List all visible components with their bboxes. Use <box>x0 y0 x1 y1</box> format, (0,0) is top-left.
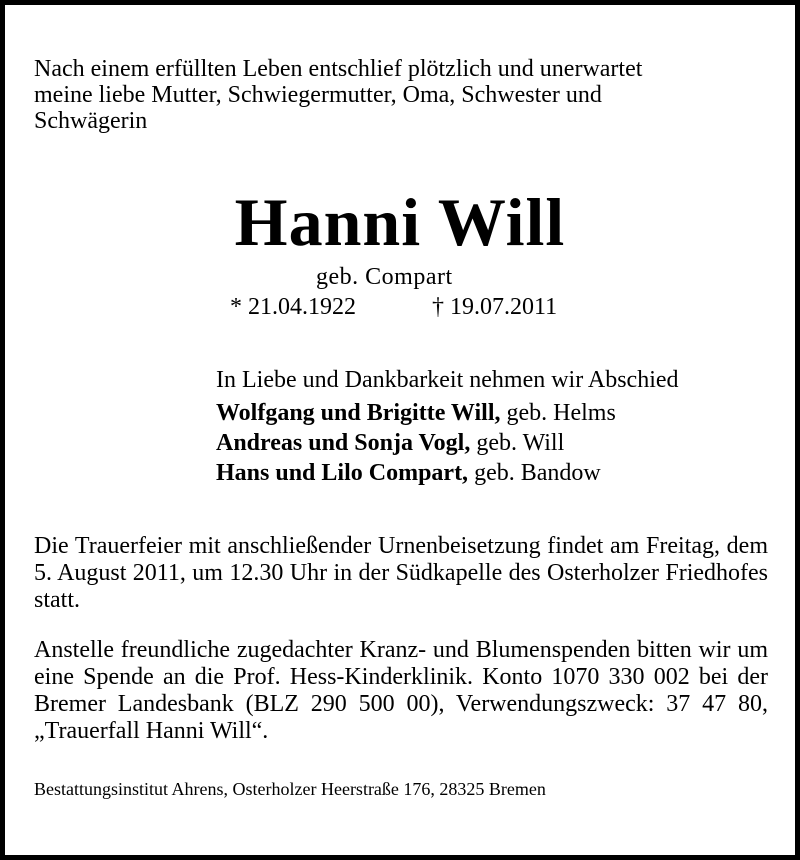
donation-paragraph: Anstelle freundliche zugedachter Kranz- und Blumenspenden bitten wir um eine Spende an die Prof. Hess-Kinderklinik. Konto 1070 330 002 bei der Bremer Landesbank (BLZ 290 500 00), Verwendungszweck: 37 47 80, „Trauerfall Hanni Will“. <box>34 637 768 744</box>
mourner-names: Andreas und Sonja Vogl, <box>216 430 471 456</box>
mourner-line <box>216 458 679 488</box>
intro-line: meine liebe Mutter, Schwiegermutter, Oma, Schwester und <box>34 82 602 108</box>
mourner-note: geb. Helms <box>500 400 616 426</box>
mourner-note: geb. Bandow <box>468 460 601 486</box>
funeral-home-footer: Bestattungsinstitut Ahrens, Osterholzer Heerstraße 176, 28325 Bremen <box>34 779 546 799</box>
deceased-name: Hanni Will <box>234 184 566 260</box>
death-date: † 19.07.2011 <box>432 294 558 320</box>
life-dates <box>230 293 558 321</box>
mourner-line <box>216 398 679 428</box>
birth-date: * 21.04.1922 <box>230 294 356 320</box>
intro-line: Schwägerin <box>34 108 148 134</box>
birth-name: geb. Compart <box>316 264 453 290</box>
funeral-paragraph: Die Trauerfeier mit anschließender Urnenbeisetzung findet am Freitag, dem 5. August 2011, um 12.30 Uhr in der Südkapelle des Osterholzer Friedhofes statt. <box>34 533 768 613</box>
mourner-note: geb. Will <box>470 430 565 456</box>
farewell-lead: In Liebe und Dankbarkeit nehmen wir Abschied <box>216 367 679 393</box>
intro-text <box>34 56 768 134</box>
farewell-block <box>216 366 679 488</box>
intro-line: Nach einem erfüllten Leben entschlief plötzlich und unerwartet <box>34 56 643 82</box>
mourner-names: Wolfgang und Brigitte Will, <box>216 400 501 426</box>
mourner-line <box>216 428 679 458</box>
mourner-names: Hans und Lilo Compart, <box>216 460 469 486</box>
